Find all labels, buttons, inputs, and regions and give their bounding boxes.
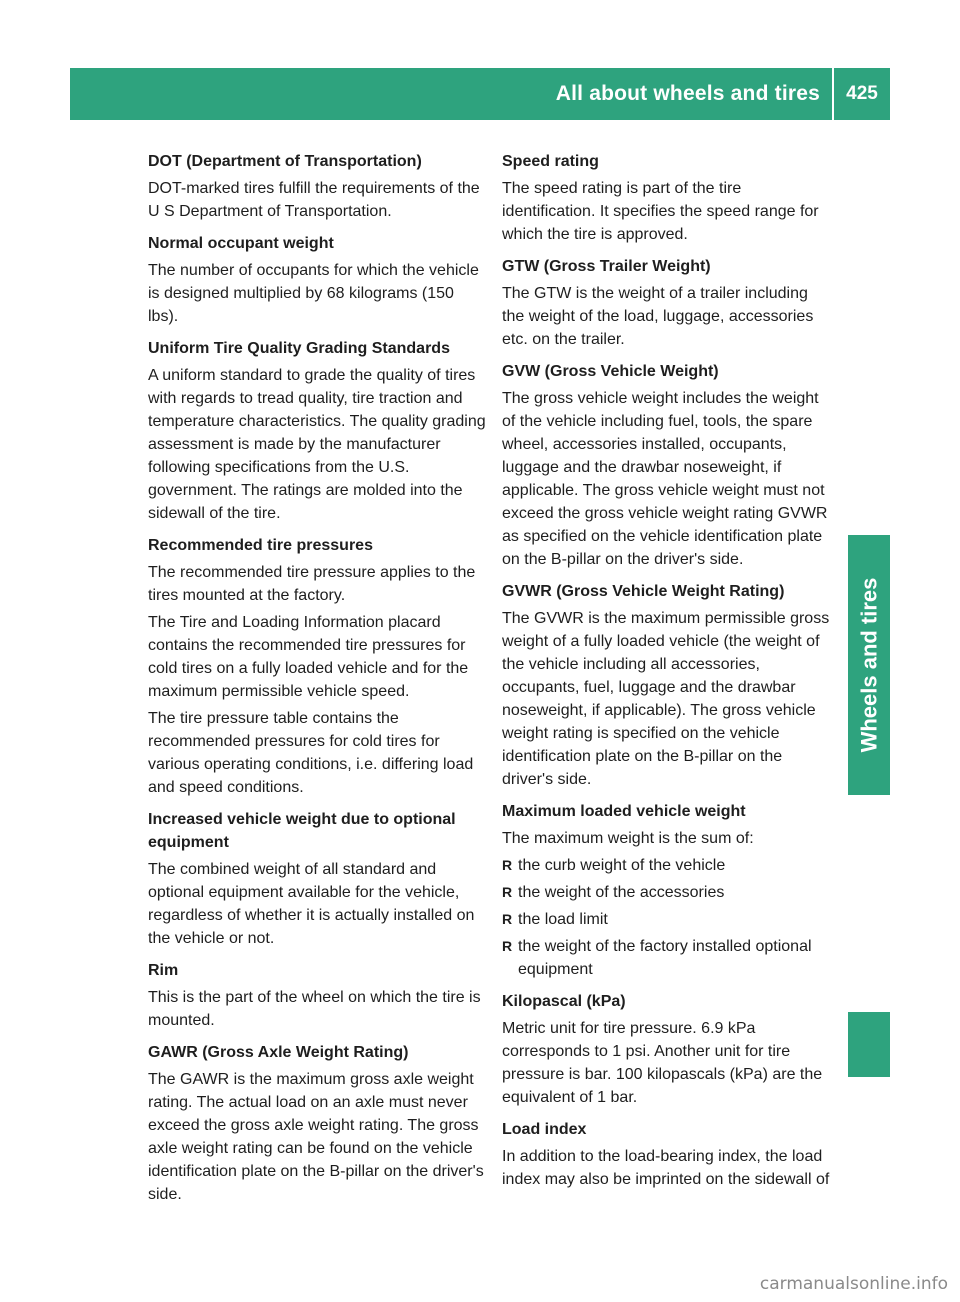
bullet-list	[502, 854, 834, 981]
section-body: The tire pressure table contains the recommended pressures for cold tires for various operating conditions, i.e. differing load and speed conditions.	[148, 710, 474, 796]
section-tab-label: Wheels and tires	[856, 577, 881, 753]
section-body: The combined weight of all standard and optional equipment available for the vehicle, regardless of whether it is actually installed on the vehicle or not.	[148, 861, 475, 947]
list-item: R the weight of the accessories	[502, 881, 834, 904]
section-body: The GTW is the weight of a trailer including the weight of the load, luggage, accessories etc. on the trailer.	[502, 285, 814, 348]
page-number: 425	[846, 83, 878, 104]
section-body: The maximum weight is the sum of:	[502, 830, 754, 847]
section-body: The recommended tire pressure applies to the tires mounted at the factory.	[148, 564, 476, 604]
section-body: The GVWR is the maximum permissible gross weight of a fully loaded vehicle (the weight of the vehicle including all accessories, occupants, fuel, luggage and the drawbar noseweight, if applicable). The gross vehicle weight rating is specified on the vehicle identification plate on the B-pillar on the driver's side.	[502, 610, 830, 788]
list-item: R the curb weight of the vehicle	[502, 854, 834, 877]
section-body: A uniform standard to grade the quality of tires with regards to tread quality, tire traction and temperature characteristics. The quality grading assessment is made by the manufacturer following specifications from the U.S. government. The ratings are molded into the sidewall of the tire.	[148, 367, 486, 522]
section-heading: Rim	[148, 962, 179, 979]
section-tab	[848, 535, 890, 795]
section-heading: DOT (Department of Transportation)	[148, 153, 422, 170]
section-heading: GAWR (Gross Axle Weight Rating)	[148, 1044, 409, 1061]
section-body: The Tire and Loading Information placard contains the recommended tire pressures for cold tires on a fully loaded vehicle and for the maximum permissible vehicle speed.	[148, 614, 469, 700]
section-heading: GTW (Gross Trailer Weight)	[502, 258, 711, 275]
list-item: R the load limit	[502, 908, 834, 931]
section-heading: Load index	[502, 1121, 587, 1138]
list-item: R the weight of the factory installed optional equipment	[502, 935, 834, 981]
section-body: The gross vehicle weight includes the weight of the vehicle including fuel, tools, the spare wheel, accessories installed, occupants, luggage and the drawbar noseweight, if applicable. The gross vehicle weight must not exceed the gross vehicle weight rating GVWR as specified on the vehicle identification plate on the B-pillar on the driver's side.	[502, 390, 828, 568]
section-heading: Maximum loaded vehicle weight	[502, 803, 746, 820]
section-heading: GVWR (Gross Vehicle Weight Rating)	[502, 583, 785, 600]
section-heading: Kilopascal (kPa)	[502, 993, 626, 1010]
section-heading: GVW (Gross Vehicle Weight)	[502, 363, 719, 380]
section-body: The GAWR is the maximum gross axle weight rating. The actual load on an axle must never exceed the gross axle weight rating. The gross axle weight rating can be found on the vehicle identification plate on the B-pillar on the driver's side.	[148, 1071, 484, 1203]
section-body: The speed rating is part of the tire identification. It specifies the speed range for which the tire is approved.	[502, 180, 819, 243]
section-body: DOT-marked tires fulfill the requirements of the U S Department of Transportation.	[148, 180, 480, 220]
section-heading: Speed rating	[502, 153, 599, 170]
section-heading: Increased vehicle weight due to optional equipment	[148, 811, 456, 851]
left-column	[148, 150, 486, 1215]
section-marker	[848, 1012, 890, 1077]
section-body: Metric unit for tire pressure. 6.9 kPa corresponds to 1 psi. Another unit for tire pressure is bar. 100 kilopascals (kPa) are the equivalent of 1 bar.	[502, 1020, 823, 1106]
section-body: In addition to the load-bearing index, the load index may also be imprinted on the sidewall of	[502, 1148, 830, 1188]
chapter-title: All about wheels and tires	[555, 82, 820, 105]
section-body: This is the part of the wheel on which the tire is mounted.	[148, 989, 481, 1029]
right-column	[502, 150, 834, 1200]
section-heading: Uniform Tire Quality Grading Standards	[148, 340, 450, 357]
section-body: The number of occupants for which the vehicle is designed multiplied by 68 kilograms (150 lbs).	[148, 262, 479, 325]
watermark: carmanualsonline.info	[759, 1274, 948, 1294]
section-heading: Recommended tire pressures	[148, 537, 373, 554]
page-header	[70, 68, 890, 120]
section-heading: Normal occupant weight	[148, 235, 334, 252]
